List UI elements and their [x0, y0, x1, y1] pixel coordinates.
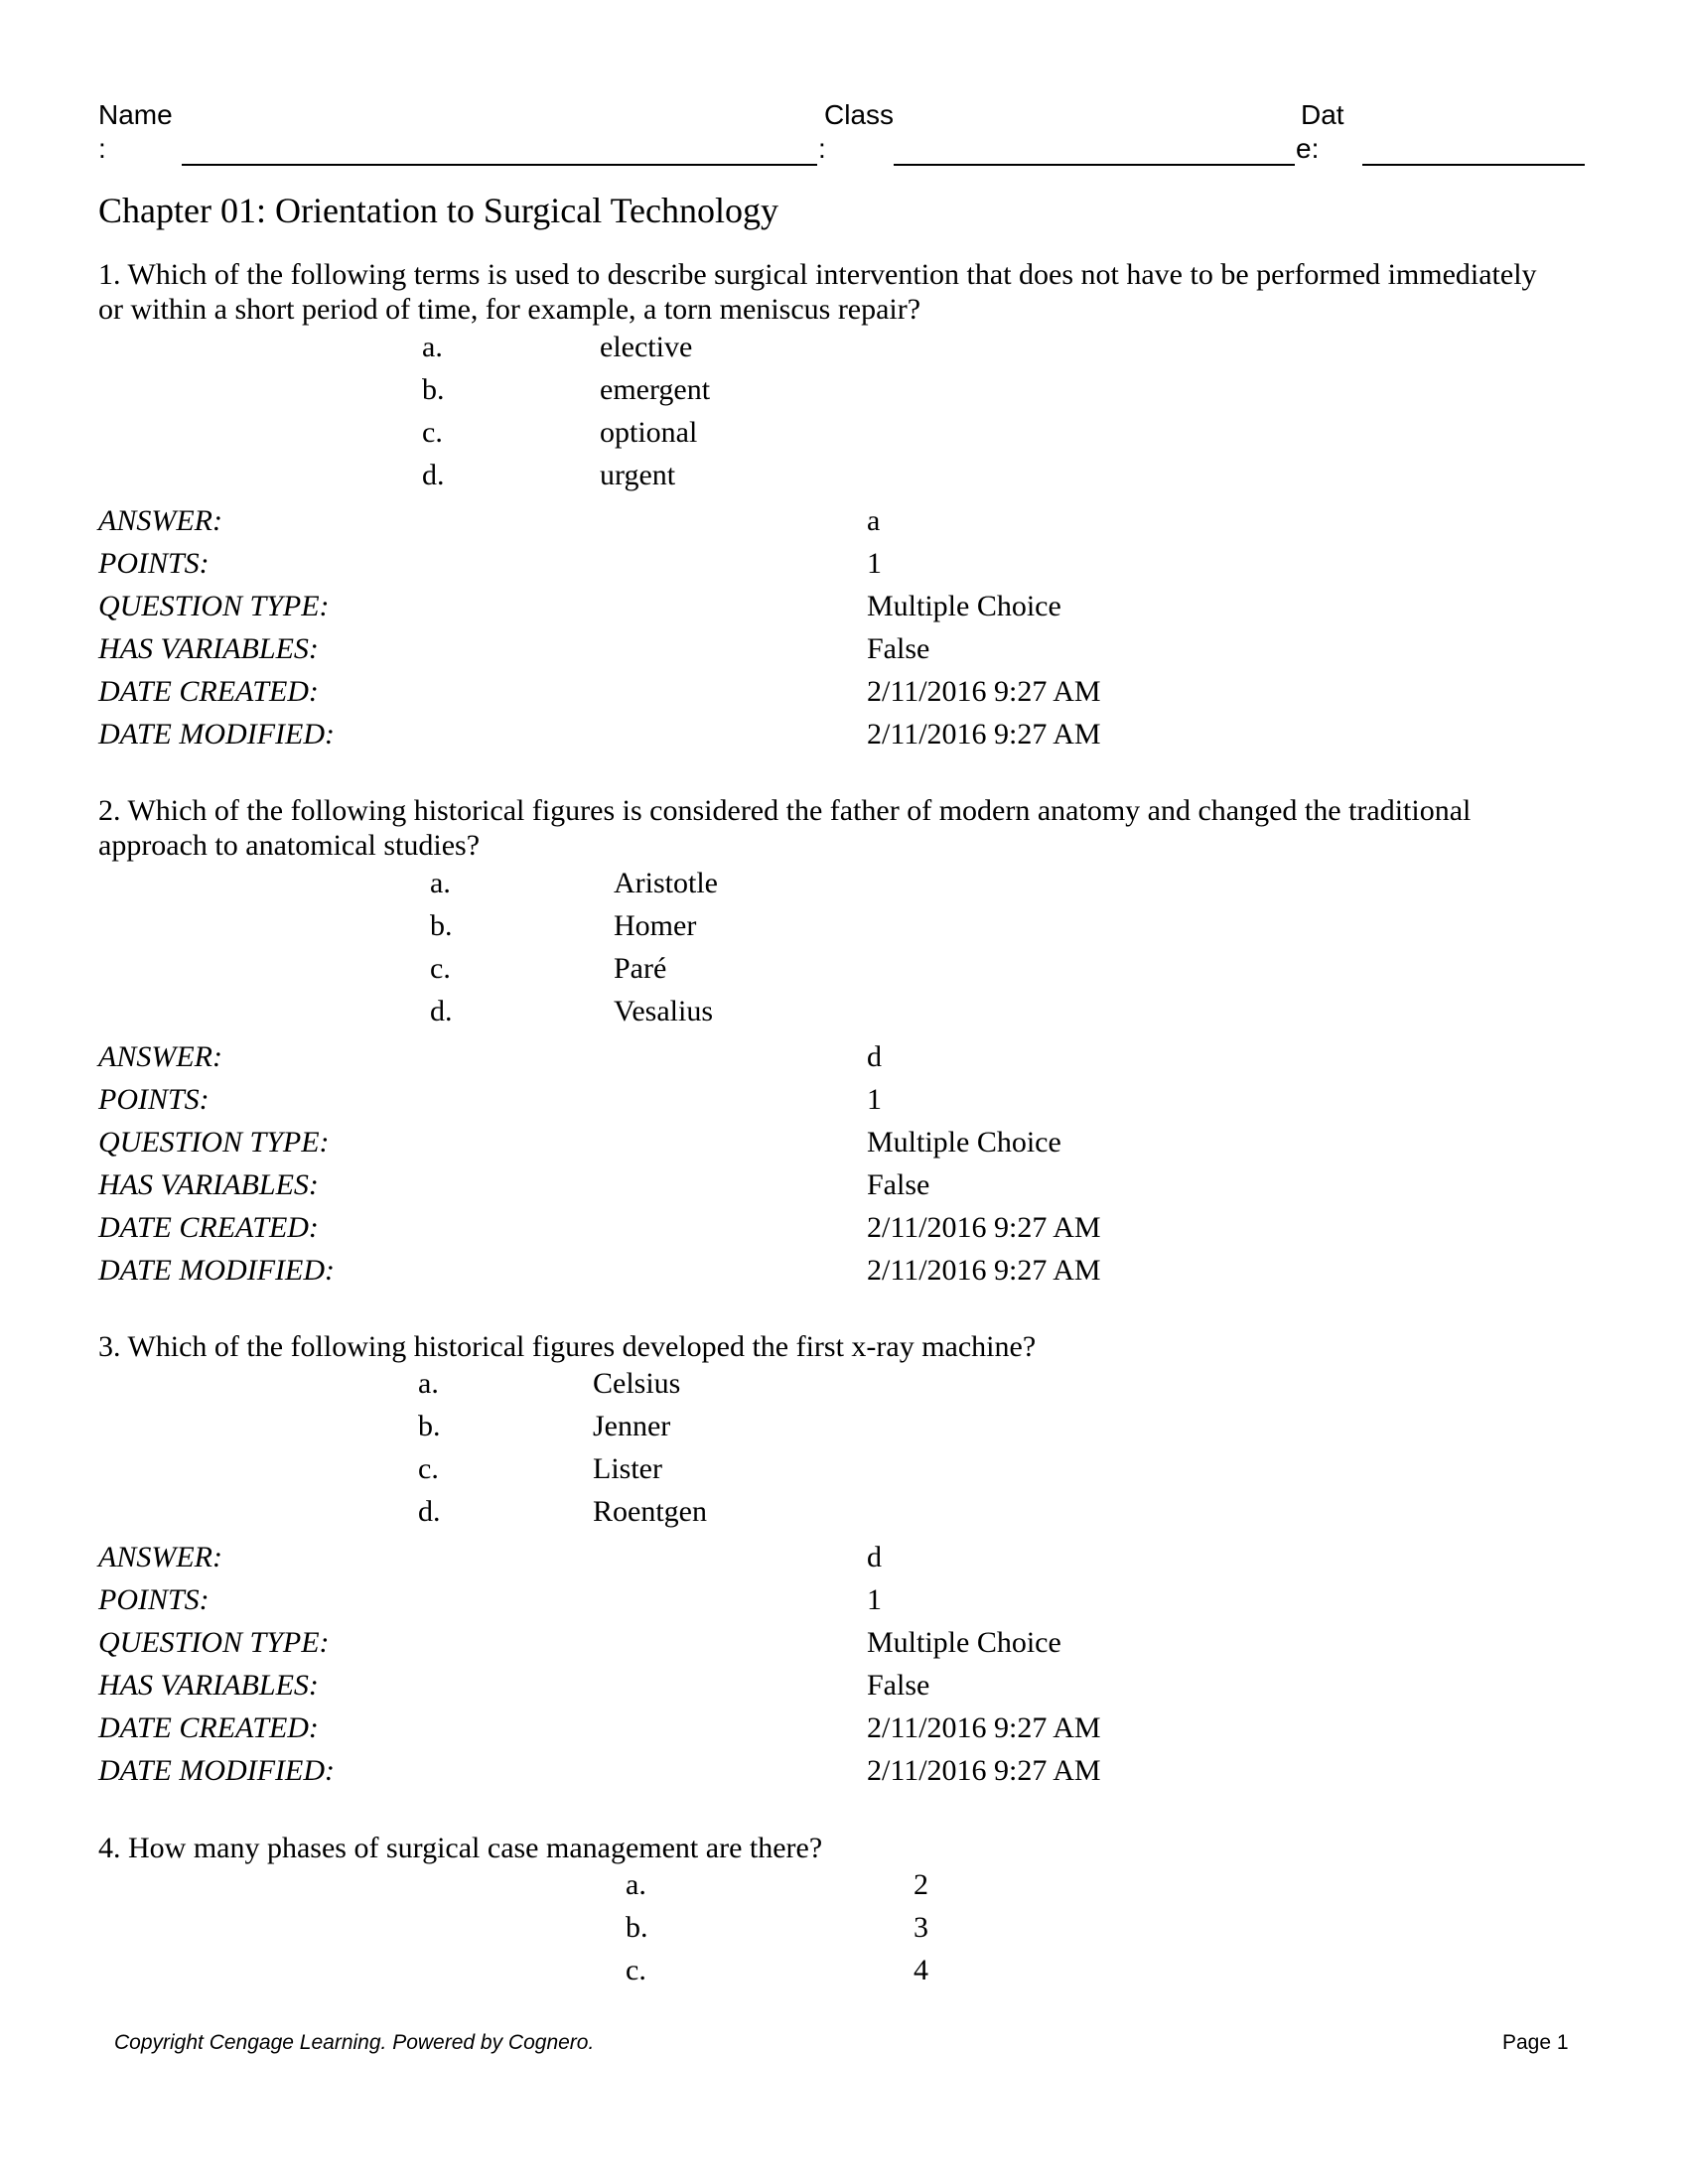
- question-2-stem-line1: 2. Which of the following historical figures is considered the father of modern anatomy and changed the traditional: [98, 794, 1472, 827]
- has-variables-label: HAS VARIABLES:: [98, 1168, 319, 1201]
- option-letter: a.: [422, 331, 443, 363]
- date-modified-value: 2/11/2016 9:27 AM: [867, 718, 1101, 751]
- answer-label: ANSWER:: [98, 1040, 222, 1073]
- points-value: 1: [867, 1083, 882, 1116]
- has-variables-label: HAS VARIABLES:: [98, 632, 319, 665]
- option-text: Roentgen: [593, 1495, 707, 1528]
- class-label: Class: [824, 99, 895, 130]
- option-text: Celsius: [593, 1367, 681, 1400]
- option-letter: c.: [422, 416, 443, 449]
- option-letter: b.: [422, 373, 445, 406]
- option-text: urgent: [600, 459, 676, 491]
- option-text: Jenner: [593, 1410, 671, 1442]
- question-4-stem-line1: 4. How many phases of surgical case management are there?: [98, 1832, 823, 1864]
- date-label-tail: e:: [1296, 133, 1320, 164]
- copyright-footer: Copyright Cengage Learning. Powered by Cognero.: [114, 2031, 595, 2054]
- option-letter: b.: [626, 1911, 648, 1944]
- option-text: Lister: [593, 1452, 662, 1485]
- option-letter: b.: [418, 1410, 441, 1442]
- points-label: POINTS:: [98, 547, 210, 580]
- question-2-stem-line2: approach to anatomical studies?: [98, 829, 481, 862]
- option-letter: d.: [418, 1495, 441, 1528]
- name-field-line[interactable]: [182, 164, 817, 166]
- name-label: Name: [98, 99, 173, 130]
- option-text: optional: [600, 416, 698, 449]
- points-label: POINTS:: [98, 1583, 210, 1616]
- date-created-label: DATE CREATED:: [98, 1711, 319, 1744]
- answer-label: ANSWER:: [98, 504, 222, 537]
- points-label: POINTS:: [98, 1083, 210, 1116]
- date-modified-label: DATE MODIFIED:: [98, 1254, 335, 1287]
- date-created-label: DATE CREATED:: [98, 675, 319, 708]
- option-text: 3: [914, 1911, 928, 1944]
- date-modified-label: DATE MODIFIED:: [98, 1754, 335, 1787]
- date-label: Dat: [1301, 99, 1344, 130]
- date-created-value: 2/11/2016 9:27 AM: [867, 1711, 1101, 1744]
- question-type-value: Multiple Choice: [867, 1626, 1061, 1659]
- question-1-stem-line1: 1. Which of the following terms is used to describe surgical intervention that does not have to be performed immediately: [98, 258, 1537, 291]
- page-number: Page 1: [1502, 2031, 1569, 2054]
- question-3-stem-line1: 3. Which of the following historical figures developed the first x-ray machine?: [98, 1330, 1037, 1363]
- class-colon: :: [818, 133, 826, 164]
- question-type-label: QUESTION TYPE:: [98, 1626, 330, 1659]
- has-variables-value: False: [867, 632, 930, 665]
- question-type-label: QUESTION TYPE:: [98, 590, 330, 622]
- date-created-value: 2/11/2016 9:27 AM: [867, 1211, 1101, 1244]
- date-modified-value: 2/11/2016 9:27 AM: [867, 1254, 1101, 1287]
- option-text: elective: [600, 331, 693, 363]
- option-letter: b.: [430, 909, 453, 942]
- question-1-stem-line2: or within a short period of time, for example, a torn meniscus repair?: [98, 293, 921, 326]
- question-type-label: QUESTION TYPE:: [98, 1126, 330, 1159]
- date-field-line[interactable]: [1362, 164, 1585, 166]
- option-letter: a.: [626, 1868, 646, 1901]
- option-text: Homer: [614, 909, 697, 942]
- option-letter: d.: [430, 995, 453, 1027]
- option-text: Vesalius: [614, 995, 713, 1027]
- answer-value: d: [867, 1040, 882, 1073]
- option-text: 2: [914, 1868, 928, 1901]
- question-type-value: Multiple Choice: [867, 590, 1061, 622]
- chapter-title: Chapter 01: Orientation to Surgical Technology: [98, 191, 779, 230]
- question-type-value: Multiple Choice: [867, 1126, 1061, 1159]
- has-variables-value: False: [867, 1168, 930, 1201]
- answer-value: a: [867, 504, 881, 537]
- option-text: Paré: [614, 952, 667, 985]
- name-colon: :: [98, 133, 106, 164]
- option-letter: c.: [626, 1954, 646, 1986]
- option-letter: c.: [418, 1452, 439, 1485]
- points-value: 1: [867, 1583, 882, 1616]
- option-text: 4: [914, 1954, 928, 1986]
- answer-label: ANSWER:: [98, 1541, 222, 1573]
- has-variables-label: HAS VARIABLES:: [98, 1669, 319, 1702]
- option-letter: a.: [430, 867, 451, 899]
- class-field-line[interactable]: [894, 164, 1295, 166]
- answer-value: d: [867, 1541, 882, 1573]
- date-created-label: DATE CREATED:: [98, 1211, 319, 1244]
- option-text: Aristotle: [614, 867, 718, 899]
- has-variables-value: False: [867, 1669, 930, 1702]
- date-created-value: 2/11/2016 9:27 AM: [867, 675, 1101, 708]
- points-value: 1: [867, 547, 882, 580]
- option-letter: d.: [422, 459, 445, 491]
- option-letter: a.: [418, 1367, 439, 1400]
- option-letter: c.: [430, 952, 451, 985]
- option-text: emergent: [600, 373, 711, 406]
- date-modified-label: DATE MODIFIED:: [98, 718, 335, 751]
- date-modified-value: 2/11/2016 9:27 AM: [867, 1754, 1101, 1787]
